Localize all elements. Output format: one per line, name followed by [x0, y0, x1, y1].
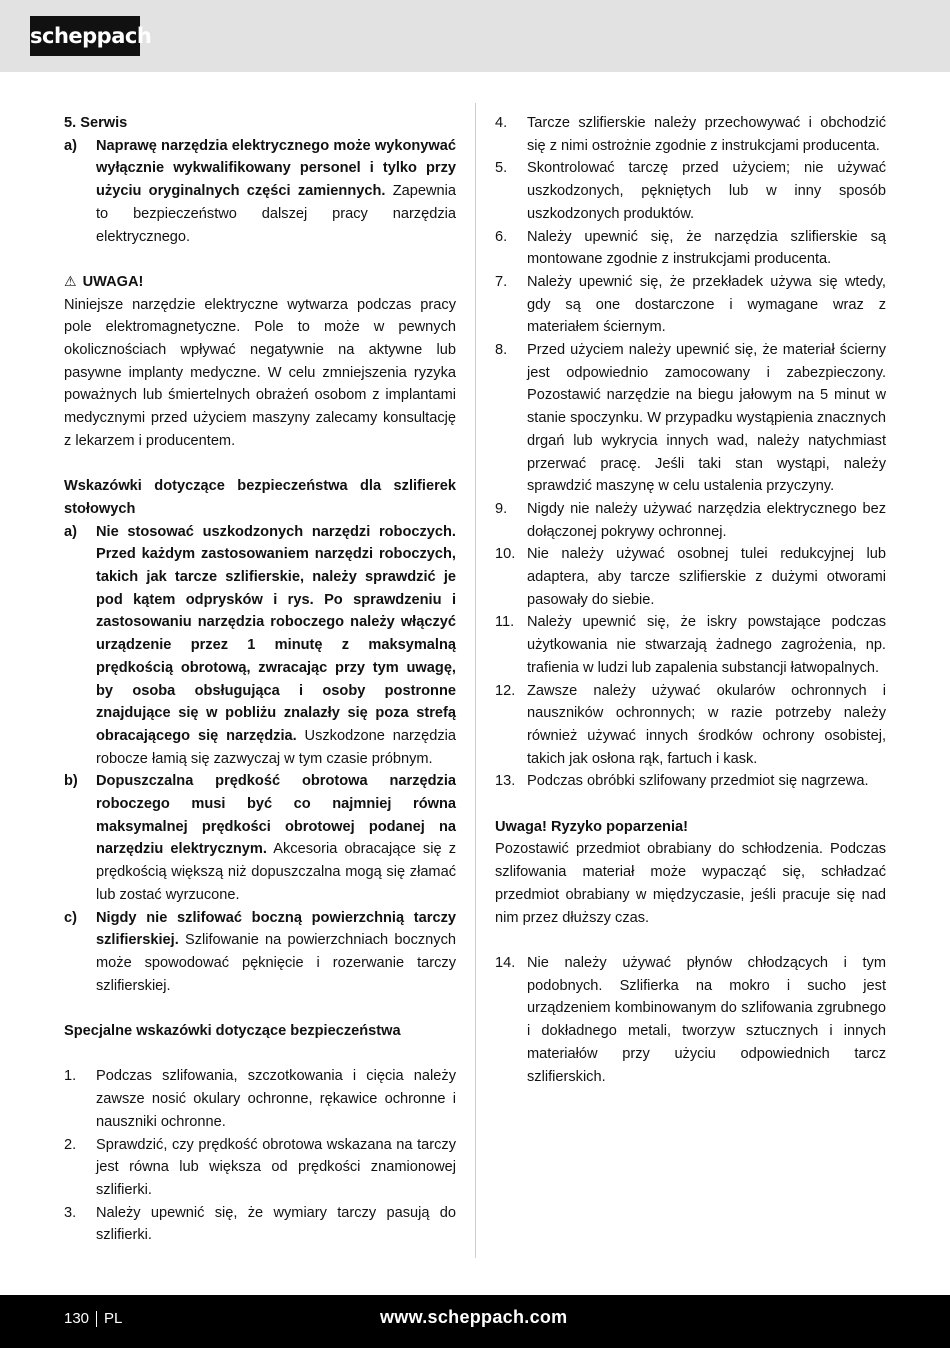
list-item [495, 543, 886, 611]
warning-heading [64, 271, 456, 294]
list-item [495, 157, 886, 225]
item-text: Sprawdzić, czy prędkość obrotowa wskazana na tarczy jest równa lub większa od prędkości znamionowej szlifierki. [96, 1136, 456, 1198]
item-text: Należy upewnić się, że narzędzia szlifierskie są montowane zgodnie z instrukcjami producenta. [527, 228, 886, 268]
grinder-safety-list [64, 521, 456, 998]
item-text: Nie należy używać płynów chłodzących i tym podobnych. Szlifierka na mokro i sucho jest urządzeniem kombinowanym do szlifowania zgrubnego i dokładnego metali, tworzyw sztucznych i innych materiałów przy użyciu odpowiednich tarcz szlifierskich. [527, 954, 886, 1085]
list-item [495, 952, 886, 1088]
list-item [495, 112, 886, 157]
item-text: Zapewnia to bezpieczeństwo dalszej pracy narzędzia elektrycznego. [96, 183, 456, 245]
list-item [64, 1202, 456, 1247]
item-text: Nie należy używać osobnej tulei redukcyjnej lub adaptera, aby tarcze szlifierskie z dużymi otworami pasowały do siebie. [527, 546, 886, 608]
item-marker: a) [64, 137, 77, 154]
list-item [64, 1065, 456, 1133]
numbered-list [495, 952, 886, 1088]
item-text: Szlifowanie na powierzchniach bocznych może spowodować pęknięcie i rozerwanie tarczy szlifierskiej. [96, 932, 456, 994]
list-item [495, 611, 886, 679]
item-bold-text: Naprawę narzędzia elektrycznego może wykonywać wyłącznie wykwalifikowany personel i tylko przy użyciu oryginalnych części zamiennych. [96, 137, 456, 200]
item-text: Akcesoria obracające się z prędkością większą niż dopuszczalna mogą się złamać lub zostać wyrzucone. [96, 841, 456, 903]
list-item [495, 271, 886, 339]
item-marker: 1. [64, 1068, 77, 1085]
footer-bar [0, 1295, 950, 1348]
column-divider [475, 103, 476, 1258]
item-marker: 8. [495, 342, 508, 359]
list-item [64, 907, 456, 998]
header-bar [0, 0, 950, 72]
item-text: Skontrolować tarczę przed użyciem; nie używać uszkodzonych, pękniętych lub w inny sposób uszkodzonych produktów. [527, 160, 886, 222]
special-safety-list [64, 1065, 456, 1247]
burn-warning-text: Pozostawić przedmiot obrabiany do schłodzenia. Podczas szlifowania materiał może wypacząć się, schładzać przedmiot obrabiany w międzyczasie, jeśli pracuje się nad nim przez dłuższy czas. [495, 841, 886, 926]
list-item [64, 521, 456, 771]
item-text: Przed użyciem należy upewnić się, że materiał ścierny jest odpowiednio zamocowany i zabezpieczony. Pozostawić narzędzie na biegu jałowym na 5 minut w stanie spoczynku. W przypadku wystąpienia znacznych drgań lub wykrycia innych wad, należy natychmiast przerwać pracę. Jeśli taki stan wystąpi, należy sprawdzić maszynę w celu ustalenia przyczyny. [527, 342, 886, 495]
website-url[interactable]: www.scheppach.com [380, 1307, 568, 1327]
list-item [495, 770, 886, 793]
list-item [64, 135, 456, 249]
item-marker: 5. [495, 160, 508, 177]
item-text: Uszkodzone narzędzia robocze łamią się zazwyczaj w tym czasie próbnym. [96, 727, 456, 767]
list-item [495, 498, 886, 543]
item-text: Należy upewnić się, że wymiary tarczy pasują do szlifierki. [96, 1204, 456, 1244]
language-code: PL [104, 1310, 123, 1327]
grinder-safety-title: Wskazówki dotyczące bezpieczeństwa dla szlifierek stołowych [64, 478, 456, 517]
item-text: Nigdy nie należy używać narzędzia elektrycznego bez dołączonej pokrywy ochronnej. [527, 500, 886, 540]
list-item [495, 680, 886, 771]
item-marker: 9. [495, 500, 508, 517]
numbered-list [495, 112, 886, 793]
item-marker: c) [64, 909, 77, 926]
list-item [64, 1134, 456, 1202]
burn-warning-title: Uwaga! Ryzyko poparzenia! [495, 818, 689, 835]
scheppach-logo: scheppach [30, 16, 140, 56]
item-marker: a) [64, 523, 77, 540]
special-safety-title: Specjalne wskazówki dotyczące bezpieczeństwa [64, 1023, 401, 1040]
item-marker: 2. [64, 1136, 77, 1153]
page-number: 130 [64, 1310, 90, 1327]
left-column [64, 112, 456, 1247]
section-5-title: 5. Serwis [64, 115, 128, 131]
item-text: Należy upewnić się, że iskry powstające podczas użytkowania nie stwarzają żadnego zagrożenia, np. trafienia w ludzi lub zapalenia substancji łatwopalnych. [527, 614, 886, 676]
item-marker: 10. [495, 546, 516, 563]
right-column [495, 112, 886, 1088]
item-marker: 3. [64, 1204, 77, 1221]
item-marker: 11. [495, 614, 515, 631]
footer-separator [96, 1311, 97, 1327]
item-text: Podczas szlifowania, szczotkowania i cięcia należy zawsze nosić okulary ochronne, rękawice ochronne i nauszniki ochronne. [96, 1068, 456, 1130]
list-item [495, 339, 886, 498]
item-marker: 4. [495, 115, 508, 131]
warning-title: UWAGA! [82, 273, 144, 290]
item-marker: 7. [495, 273, 508, 290]
warning-triangle-icon: ⚠ [64, 273, 77, 290]
item-text: Zawsze należy używać okularów ochronnych i nauszników ochronnych; w razie potrzeby należy również używać innych środków ochrony osobistej, takich jak osłona rąk, fartuch i kask. [527, 682, 886, 767]
item-bold-text: Nigdy nie szlifować boczną powierzchnią tarczy szlifierskiej. [96, 909, 456, 949]
item-text: Tarcze szlifierskie należy przechowywać i obchodzić się z nimi ostrożnie zgodnie z instrukcjami producenta. [527, 115, 886, 154]
list-item [64, 770, 456, 906]
item-marker: 13. [495, 773, 516, 790]
item-marker: 14. [495, 954, 516, 971]
item-marker: 6. [495, 228, 508, 245]
item-marker: b) [64, 773, 78, 790]
item-text: Należy upewnić się, że przekładek używa się wtedy, gdy są one dostarczone i wymagane wraz z materiałem ściernym. [527, 273, 886, 336]
item-bold-text: Dopuszczalna prędkość obrotowa narzędzia roboczego musi być co najmniej równa maksymalnej prędkości obrotowej podanej na narzędziu elektrycznym. [96, 773, 456, 858]
item-bold-text: Nie stosować uszkodzonych narzędzi roboczych. Przed każdym zastosowaniem narzędzi roboczych, takich jak tarcze szlifierskie, należy sprawdzić je pod kątem odprysków i rys. Po sprawdzeniu i zastosowaniu narzędzia roboczego należy włączyć urządzenie przez 1 minutę z maksymalną prędkością obrotową, zwracając przy tym uwagę, by osoba obsługująca i osoby postronne znajdujące się w pobliżu znalazły się poza strefą obracającego się narzędzia. [96, 523, 456, 744]
list-item [495, 226, 886, 271]
item-text: Podczas obróbki szlifowany przedmiot się nagrzewa. [527, 773, 869, 790]
item-marker: 12. [495, 682, 516, 699]
warning-text: Niniejsze narzędzie elektryczne wytwarza podczas pracy pole elektromagnetyczne. Pole to może w pewnych okolicznościach wpływać negatywnie na aktywne lub pasywne implanty medyczne. W celu zmniejszenia ryzyka poważnych lub śmiertelnych obrażeń osobom z implantami medycznymi przed użyciem maszyny zalecamy konsultację z lekarzem i producentem. [64, 296, 456, 449]
